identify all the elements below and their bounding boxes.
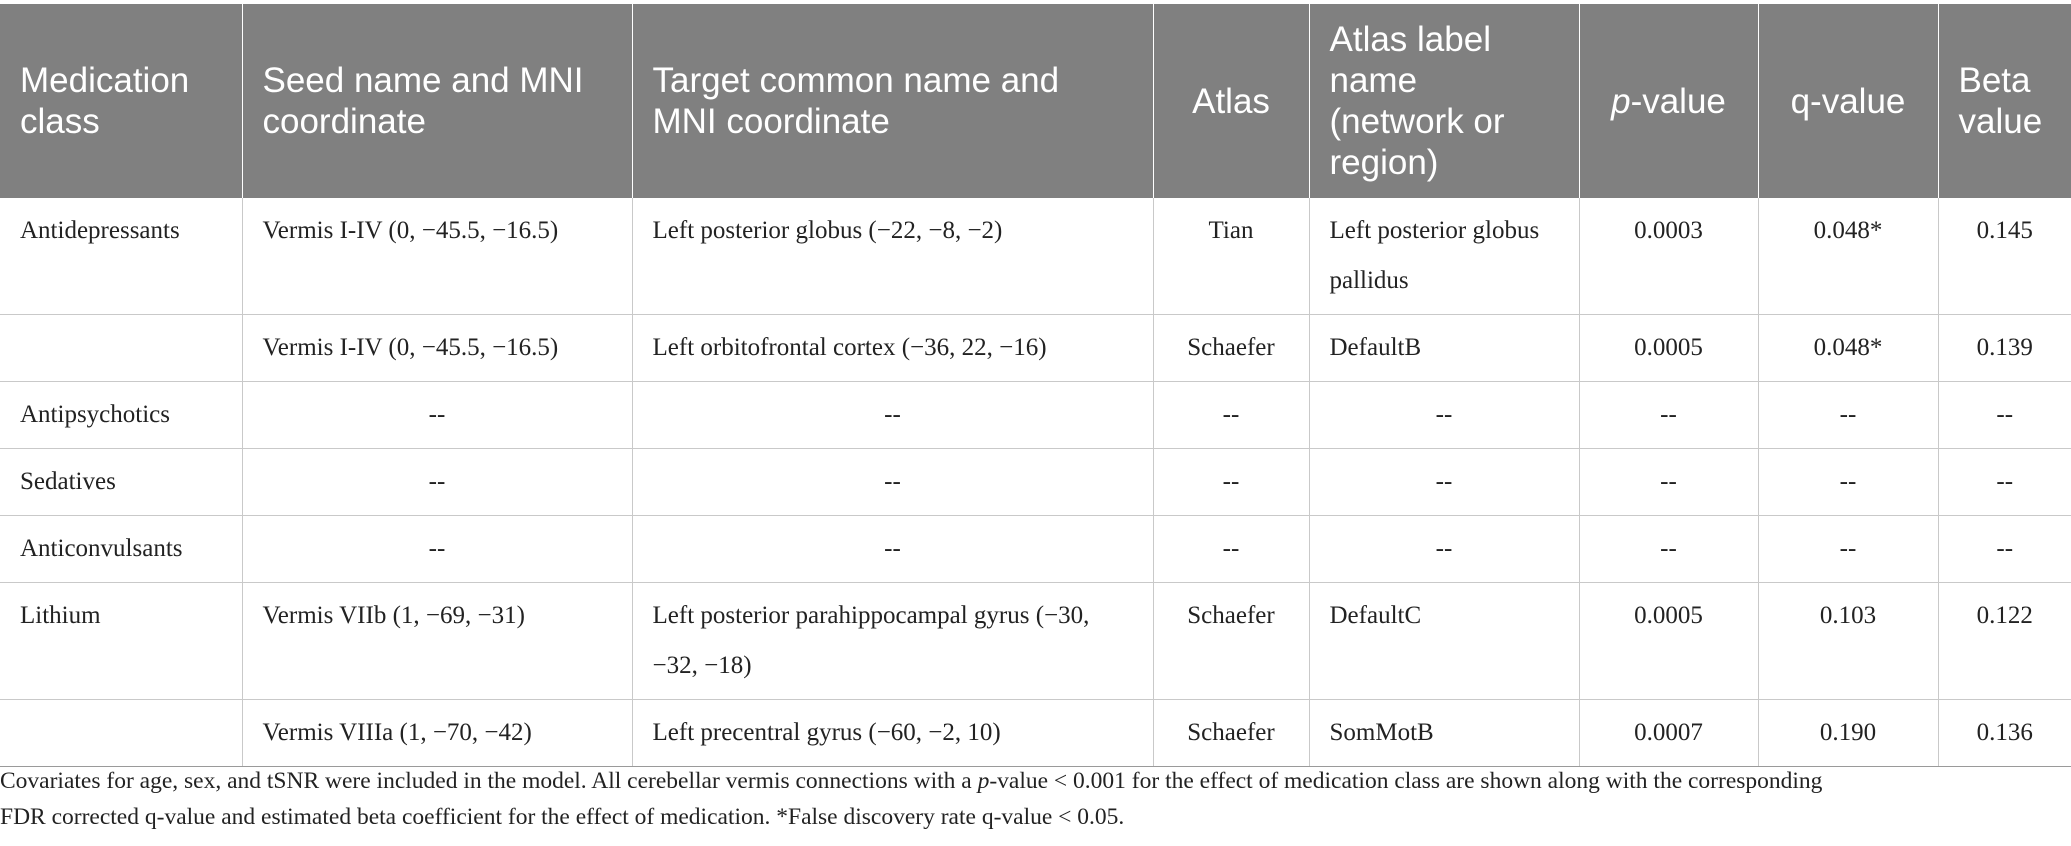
table-footnote bbox=[0, 763, 2071, 835]
cell-seed: -- bbox=[242, 382, 632, 449]
footnote-text-part2: -value < 0.001 for the effect of medication class are shown along with the corresponding bbox=[989, 768, 1823, 794]
cell-p-value: 0.0003 bbox=[1579, 198, 1758, 315]
header-q-value: q-value bbox=[1758, 4, 1938, 198]
cell-q-value: 0.103 bbox=[1758, 583, 1938, 700]
cell-q-value: -- bbox=[1758, 449, 1938, 516]
cell-atlas: Tian bbox=[1153, 198, 1309, 315]
cell-atlas: -- bbox=[1153, 449, 1309, 516]
table-body bbox=[0, 198, 2071, 767]
footnote-line-2: FDR corrected q-value and estimated beta coefficient for the effect of medication. *False discovery rate q-value < 0.05. bbox=[0, 804, 1125, 830]
table-row bbox=[0, 198, 2071, 315]
cell-atlas-label: Left posterior globus pallidus bbox=[1309, 198, 1579, 315]
table-row bbox=[0, 382, 2071, 449]
cell-beta-value: -- bbox=[1938, 382, 2071, 449]
cell-atlas: -- bbox=[1153, 516, 1309, 583]
cell-p-value: 0.0007 bbox=[1579, 700, 1758, 767]
cell-atlas-label: DefaultC bbox=[1309, 583, 1579, 700]
header-atlas-label: Atlas label name (network or region) bbox=[1309, 4, 1579, 198]
cell-medication-class bbox=[0, 315, 242, 382]
cell-beta-value: 0.145 bbox=[1938, 198, 2071, 315]
footnote-line-1 bbox=[0, 763, 2071, 799]
cell-p-value: -- bbox=[1579, 516, 1758, 583]
cell-atlas-label: -- bbox=[1309, 516, 1579, 583]
cell-p-value: 0.0005 bbox=[1579, 583, 1758, 700]
cell-beta-value: -- bbox=[1938, 449, 2071, 516]
cell-atlas-label: DefaultB bbox=[1309, 315, 1579, 382]
header-medication-class: Medication class bbox=[0, 4, 242, 198]
cell-seed: Vermis VIIIa (1, −70, −42) bbox=[242, 700, 632, 767]
cell-target: Left posterior parahippocampal gyrus (−30, −32, −18) bbox=[632, 583, 1153, 700]
cell-atlas: Schaefer bbox=[1153, 700, 1309, 767]
cell-target: Left posterior globus (−22, −8, −2) bbox=[632, 198, 1153, 315]
header-p-rest: -value bbox=[1630, 81, 1726, 121]
cell-atlas-label: SomMotB bbox=[1309, 700, 1579, 767]
table-row bbox=[0, 449, 2071, 516]
cell-medication-class: Antipsychotics bbox=[0, 382, 242, 449]
cell-atlas: -- bbox=[1153, 382, 1309, 449]
cell-medication-class bbox=[0, 700, 242, 767]
header-atlas: Atlas bbox=[1153, 4, 1309, 198]
table-row bbox=[0, 516, 2071, 583]
medication-results-table bbox=[0, 4, 2071, 767]
cell-seed: -- bbox=[242, 516, 632, 583]
cell-p-value: -- bbox=[1579, 449, 1758, 516]
header-beta-value: Beta value bbox=[1938, 4, 2071, 198]
cell-target: -- bbox=[632, 516, 1153, 583]
footnote-p-italic: p bbox=[977, 768, 990, 794]
header-target: Target common name and MNI coordinate bbox=[632, 4, 1153, 198]
cell-medication-class: Sedatives bbox=[0, 449, 242, 516]
cell-beta-value: 0.122 bbox=[1938, 583, 2071, 700]
cell-target: -- bbox=[632, 449, 1153, 516]
cell-beta-value: 0.136 bbox=[1938, 700, 2071, 767]
cell-beta-value: -- bbox=[1938, 516, 2071, 583]
header-p-italic: p bbox=[1611, 81, 1631, 121]
cell-atlas: Schaefer bbox=[1153, 315, 1309, 382]
cell-q-value: 0.048* bbox=[1758, 315, 1938, 382]
cell-medication-class: Antidepressants bbox=[0, 198, 242, 315]
cell-atlas-label: -- bbox=[1309, 382, 1579, 449]
header-row bbox=[0, 4, 2071, 198]
cell-atlas-label: -- bbox=[1309, 449, 1579, 516]
cell-q-value: -- bbox=[1758, 516, 1938, 583]
table-row bbox=[0, 315, 2071, 382]
cell-beta-value: 0.139 bbox=[1938, 315, 2071, 382]
cell-seed: -- bbox=[242, 449, 632, 516]
cell-q-value: 0.048* bbox=[1758, 198, 1938, 315]
cell-medication-class: Anticonvulsants bbox=[0, 516, 242, 583]
cell-p-value: -- bbox=[1579, 382, 1758, 449]
cell-seed: Vermis VIIb (1, −69, −31) bbox=[242, 583, 632, 700]
table-row bbox=[0, 700, 2071, 767]
footnote-text-part1: Covariates for age, sex, and tSNR were included in the model. All cerebellar vermis connections with a bbox=[0, 768, 978, 794]
cell-q-value: 0.190 bbox=[1758, 700, 1938, 767]
cell-atlas: Schaefer bbox=[1153, 583, 1309, 700]
cell-seed: Vermis I-IV (0, −45.5, −16.5) bbox=[242, 198, 632, 315]
cell-seed: Vermis I-IV (0, −45.5, −16.5) bbox=[242, 315, 632, 382]
cell-target: Left orbitofrontal cortex (−36, 22, −16) bbox=[632, 315, 1153, 382]
table-row bbox=[0, 583, 2071, 700]
cell-p-value: 0.0005 bbox=[1579, 315, 1758, 382]
cell-medication-class: Lithium bbox=[0, 583, 242, 700]
cell-target: Left precentral gyrus (−60, −2, 10) bbox=[632, 700, 1153, 767]
header-p-value bbox=[1579, 4, 1758, 198]
table-header bbox=[0, 4, 2071, 198]
cell-target: -- bbox=[632, 382, 1153, 449]
cell-q-value: -- bbox=[1758, 382, 1938, 449]
header-seed: Seed name and MNI coordinate bbox=[242, 4, 632, 198]
